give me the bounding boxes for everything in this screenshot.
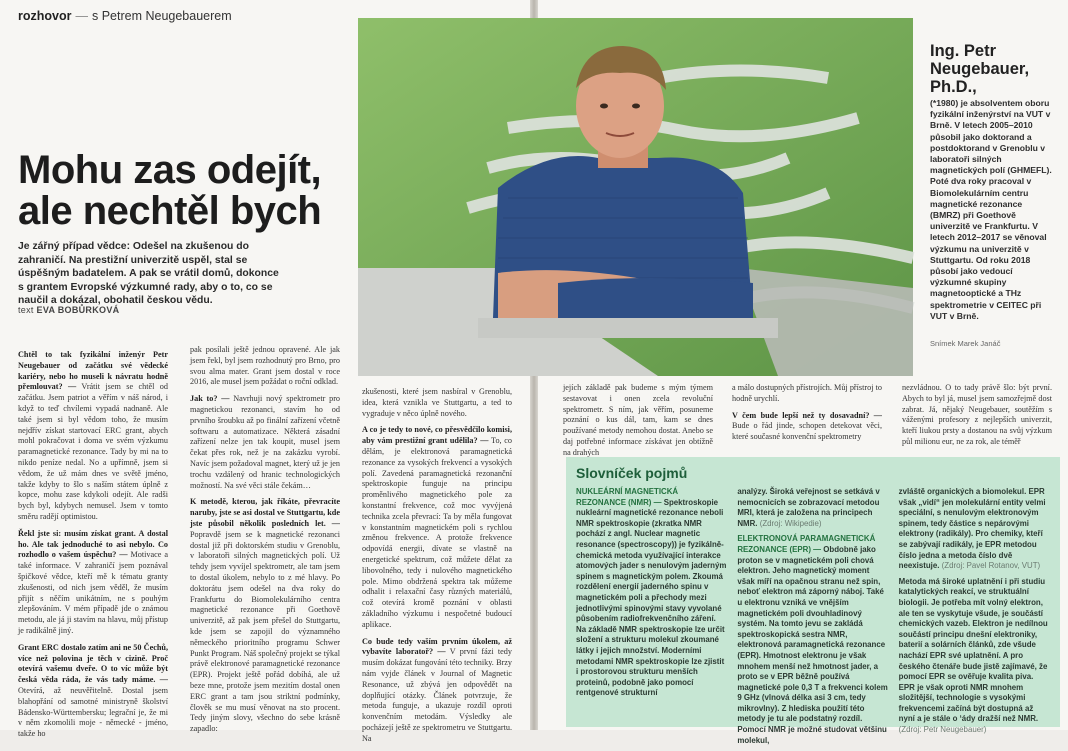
- paragraph: zkušenosti, které jsem nasbíral v Grenoblu, idea, která vznikla ve Stuttgartu, a ted to vygraduje v něco úplně nového.: [362, 387, 512, 418]
- glossary-definition: Obdobně jako proton se v magnetickém poli chová elektron. Jeho magnetický moment však míří na opačnou stranu než spin, neboť elektron má záporný náboj. Také u elektronu vzniká ve vnějším magnetickém poli dvouhladinový systém. Na tomto jevu se zakládá spektroskopická sestra NMR, elektronová paramagnetická rezonance (EPR). Hmotnost elektronu je však mnohem menší než hmotnost jader, a proto se v EPR běžně používá magnetické pole 0,3 T a frekvenci kolem 9 GHz (vlnová délka asi 3 cm, tedy mikrovlny). Z hlediska použití této metody je tu ale podstatný rozdíl. Pomocí NMR je možné studovat většinu molekul,: [737, 544, 888, 745]
- answer: Motivace a také informace. V zahraničí jsem poznával špičkové vědce, kteří mě k tématu granty zkušenosti, od nich jsem věděl, že musím přijít s něčím unikátním, ne s pouhým zlepšováním. V mém případě jde o známou metodu, ale já ji stavím na hlavu, můj přístup je radikálně jiný.: [18, 550, 169, 635]
- question: Řekl jste si: musím získat grant. A dostal ho. Ale tak jednoduché to asi nebylo. Co rozhodlo o vašem úspěchu? —: [18, 528, 168, 560]
- paragraph: [362, 637, 512, 745]
- section-label: rozhovor: [18, 9, 72, 23]
- glossary-source: (Zdroj: Pavel Rotanov, VUT): [941, 561, 1041, 571]
- paragraph: nezvládnou. O to tady právě šlo: být první. Abych to byl já, musel jsem samozřejmě dost zabrat. Já, nějaký Neugebauer, soutěžím s váženými profesory z nejlepších univerzit, kteří liukou prsty a dostanou na svůj výzkum půl milionu eur, ne za rok, ale téměř: [902, 383, 1052, 446]
- byline-author: EVA BOBŮRKOVÁ: [36, 305, 120, 315]
- portrait-illustration: [358, 18, 913, 376]
- paragraph: [18, 350, 168, 523]
- glossary-term: NUKLEÁRNÍ MAGNETICKÁ REZONANCE (NMR) —: [576, 487, 679, 507]
- column-1: [18, 350, 168, 746]
- glossary-source: (Zdroj: Wikipedie): [759, 518, 822, 528]
- question: A co je tedy to nové, co přesvědčilo komisi, aby vám prestižní grant udělila? —: [362, 425, 512, 446]
- glossary-definition: Spektroskopie nukleární magnetické rezonance neboli NMR spektroskopie (zkratka NMR pochází z angl. Nuclear magnetic resonance (spectroscopy)) je fyzikálně-chemická metoda využívající interakce atomových jader s nenulovým jaderným spinem s magnetickým polem. Zkoumá rozdělení energií jaderného spinu v magnetickém poli a přechody mezi jednotlivými spinovými stavy vyvolané působením radiofrekvenčního záření. Na základě NMR spektroskopie lze určit složení a strukturu molekul zkoumané látky i jejich množství. Moderními metodami NMR spektroskopie lze zjistit i prostorovou strukturu menších proteinů, podobně jako pomocí rentgenové strukturní: [576, 497, 727, 698]
- article-headline: [18, 150, 358, 232]
- byline-label: text: [18, 305, 34, 315]
- answer: Popravdě jsem se k magnetické rezonanci dostal již při doktorském studiu v Grenoblu, v laboratoři silných magnetických polí. Už tehdy jsem vyvíjel spektrometr, ale tam jsem to dostal úkolem, nebylo to z mé hlavy. Po doktorátu jsem odešel na dva roky do Frankfurtu do Biomolekulárního centra magnetické rezonance při Goethově univerzitě, až pak jsem přešel do Stuttgartu, kde jsem se zapojil do významného německého prioritního programu Schwer Punkt Program. Náš společný projekt se týkal právě elektronové paramagnetické rezonance (EPR). Projekt ještě pořád dobíhá, ale už beze mne, protože jsem mezitím dostal onen ERC grant a tam jsou striktní podmínky, člověk se mu musí věnovat na sto procent. Tedy jiným slovy, všechno do sebe krásně zapadlo:: [190, 529, 340, 734]
- column-4: [563, 383, 713, 465]
- glossary-entry-nmr: [576, 487, 727, 699]
- headline-line-1: Mohu zas odejít,: [18, 148, 322, 192]
- headline-line-2: ale nechtěl bych: [18, 189, 322, 233]
- glossary-paragraph: [737, 487, 888, 529]
- paragraph: [190, 497, 340, 735]
- glossary-definition: Metoda má široké uplatnění i při studiu katalytických reakcí, ve struktuální biologii. Je potřeba mít volný elektron, ale ten se vyskytuje všude, je součástí chemických vazeb. Elektron je nedílnou součástí principu dnešní elektroniky, baterií a solárních článků, zde všude nachází EPR své uplatnění. A pro českého čtenáře bude jistě zajímavé, že pomocí EPR se ověřuje kvalita piva. EPR je však oproti NMR mnohem složitější, technologie s vysokými frekvencemi začíná být dostupná až nyní a je stále o ‘ády dražší než NMR.: [898, 576, 1048, 724]
- answer: V první fázi tedy musím dokázat fungování této techniky. Brzy nám vyjde článek v Journal of Magnetic Resonance, už zbývá jen odpovědět na doplňující otázky. Článek potvrzuje, že metoda funguje, a ukazuje rozdíl oproti konvenčním metodám. Výsledky ale pocházejí ještě ze spektrometru ve Stuttgartu. Na: [362, 647, 512, 743]
- paragraph: pak posílali ještě jednou opravené. Ale jak jsem řekl, byl jsem rozhodnutý pro Brno, pro svou alma mater. Grant jsem dostal v roce 2016, ale musel jsem požádat o roční odklad.: [190, 345, 340, 387]
- paragraph: jejích základě pak budeme s mým týmem sestavovat i onen zcela revoluční spektrometr. S ním, jak věřím, posuneme poznání o kus dál, tam, kam se dnes používané metody nemohou dostat. Anebo se daj potřebné informace získávat jen obtížně na drahých: [563, 383, 713, 457]
- glossary-definition: analýzy. Široká veřejnost se setkává v nemocnicích se zobrazovací metodou MRI, která je založena na principech NMR.: [737, 487, 880, 528]
- glossary-definition: zvláště organických a biomolekul. EPR však „vidí“ jen molekulární entity velmi speciální, s nenulovým elektronovým spinem, tedy částice s nepárovými elektrony (radikály). Pro chemiky, kteří se zabývají radikály, je EPR metodou číslo jedna a metoda číslo dvě neexistuje.: [898, 487, 1046, 571]
- glossary-entry-epr: [737, 534, 888, 746]
- question: Grant ERC dostalo zatím ani ne 50 Čechů, více než polovina je těch v cizině. Proč otevírá vašemu dveře. O to víc může být česká věda ráda, že vás tady máme. —: [18, 642, 168, 685]
- article-lede: Je zářný případ vědce: Odešel na zkušenou do zahraničí. Na prestižní univerzitě uspěl, stal se úspěšným badatelem. A pak se vrátil domů, dokonce s grantem Evropské výzkumné rady, aby o to, co se naučil a dokázal, obohatil českou vědu.: [18, 241, 279, 307]
- glossary-paragraph: [899, 487, 1050, 572]
- question: K metodě, kterou, jak říkáte, převracíte naruby, jste se asi dostal ve Stuttgartu, kde jste působil několik posledních let. —: [190, 497, 340, 528]
- question: Chtěl to tak fyzikální inženýr Petr Neugebauer od začátku své vědecké kariéry, nebo ho museli k návratu hodně přemlouvat? —: [18, 350, 168, 392]
- section-header: [18, 9, 232, 23]
- paragraph: [18, 529, 168, 637]
- byline: [18, 305, 119, 315]
- glossary-source: (Zdroj: Petr Neugebauer): [898, 725, 987, 735]
- glossary-paragraph: [899, 577, 1050, 736]
- answer: Navrhuji nový spektrometr pro magnetickou rezonanci, stavím ho od prvního šroubku až po finální zařízení včetně softwaru a automatizace. Některá zásadní zařízení nelze jen tak koupit, musel jsem čekat přes rok, než je na zakázku vyrobí. Navíc jsem požadoval magnet, který už je jen trochu vzdálený od hranic technologických možností. Na své věci stále čekám…: [190, 394, 341, 490]
- portrait-photo: [358, 18, 913, 376]
- paragraph: [18, 643, 168, 740]
- glossary-box: [566, 457, 1060, 745]
- question: Jak to? —: [190, 394, 230, 404]
- answer: Otevírá, až neuvěřitelně. Dostal jsem blahopřání od samotné ministryně školství Bádensko-Württembersku; legrační je, že mi v něm zkomolili moje - německé - jméno, takže ho: [18, 685, 168, 739]
- question: V čem bude lepší než ty dosavadní? —: [732, 410, 882, 420]
- column-5: [732, 383, 882, 449]
- section-subject: s Petrem Neugebauerem: [91, 9, 232, 23]
- paragraph: a málo dostupných přístrojích. Můj přístroj to hodně urychlí.: [732, 383, 882, 403]
- paragraph: [190, 394, 340, 491]
- column-6: [902, 383, 1052, 454]
- glossary-title: Slovníček pojmů: [576, 465, 688, 481]
- glossary-term: ELEKTRONOVÁ PARAMAGNETICKÁ REZONANCE (EPR) —: [737, 534, 876, 554]
- paragraph: [362, 425, 512, 630]
- section-separator: —: [75, 9, 88, 23]
- glossary-column-2: [737, 487, 888, 751]
- glossary-columns: [576, 487, 1050, 751]
- paragraph: [732, 411, 882, 443]
- column-3: [362, 387, 512, 751]
- question: Co bude tedy vaším prvním úkolem, až vybavíte laboratoř? —: [362, 636, 512, 657]
- column-2: [190, 345, 340, 741]
- glossary-column-1: [576, 487, 727, 751]
- answer: To, co dělám, je elektronová paramagnetická rezonance za vysokých frekvencí a vysokých polí. Zavedená paramagnetická rezonanční spektroskopie funguje na principu proměnlivého magnetického pole za konstantní frekvence, což moc vyvýjená technika zcela převrací: Ta by měla fungovat v konstantním magnetickém poli s rychlou změnou frekvence. A protože frekvence odpovídá energii, dívate se vlastně na energetické spektrum, což můžete dělat za libovolného, tedy i nulového magnetického pole. Mimo obdržená spektra tak můžeme odhalit i relaxační časy různých materiálů, což otevírá kromě poznání v oblasti základního výzkumu i nespočetné budoucí aplikace.: [362, 436, 512, 629]
- answer: Vrátit jsem se chtěl od začátku. Jsem patriot a věřím v náš národ, i když to teď chvílemi vypadá nadnaně. Ale také jsem si byl vědom toho, že musím nejdřív získat startovací ERC grant, abych mohl pokračovat i doma ve svém výzkumu paramagnetické rezonance. Tady by mi na to nikdo peníze nedal. No a upřímně, jsem si vědom, že už mám dnes ve světě jméno, takže kdyby to šlo s naším státem úplně z kopce, mohu zase kdykoli odejít. Ale radši bych byl, kdybych nemusel. Jsem v tomto směru radějí optimistou.: [18, 382, 168, 521]
- photo-credit: Snímek Marek Janáč: [930, 339, 1001, 348]
- bio-text: (*1980) je absolventem oboru fyzikální inženýrství na VUT v Brně. V letech 2005–2010 působil jako doktorand a postdoktorand v Grenoblu v laboratoři silných magnetických polí (GHMEFL). Poté dva roky pracoval v Biomolekulárním centru magnetické rezonance (BMRZ) při Goethově univerzitě ve Frankfurtu. V letech 2012–2017 se věnoval výzkumu na univerzitě v Stuttgartu. Od roku 2018 působí jako vedoucí výzkumné skupiny magnetooptické a THz spektrometrie v CEITEC při VUT v Brně.: [930, 98, 1052, 321]
- glossary-column-3: [899, 487, 1050, 751]
- answer: Bude o řád jinde, schopen detekovat věci, které současné konvenční spektrometry: [732, 421, 882, 442]
- bio-name: Ing. Petr Neugebauer, Ph.D.,: [930, 42, 1030, 96]
